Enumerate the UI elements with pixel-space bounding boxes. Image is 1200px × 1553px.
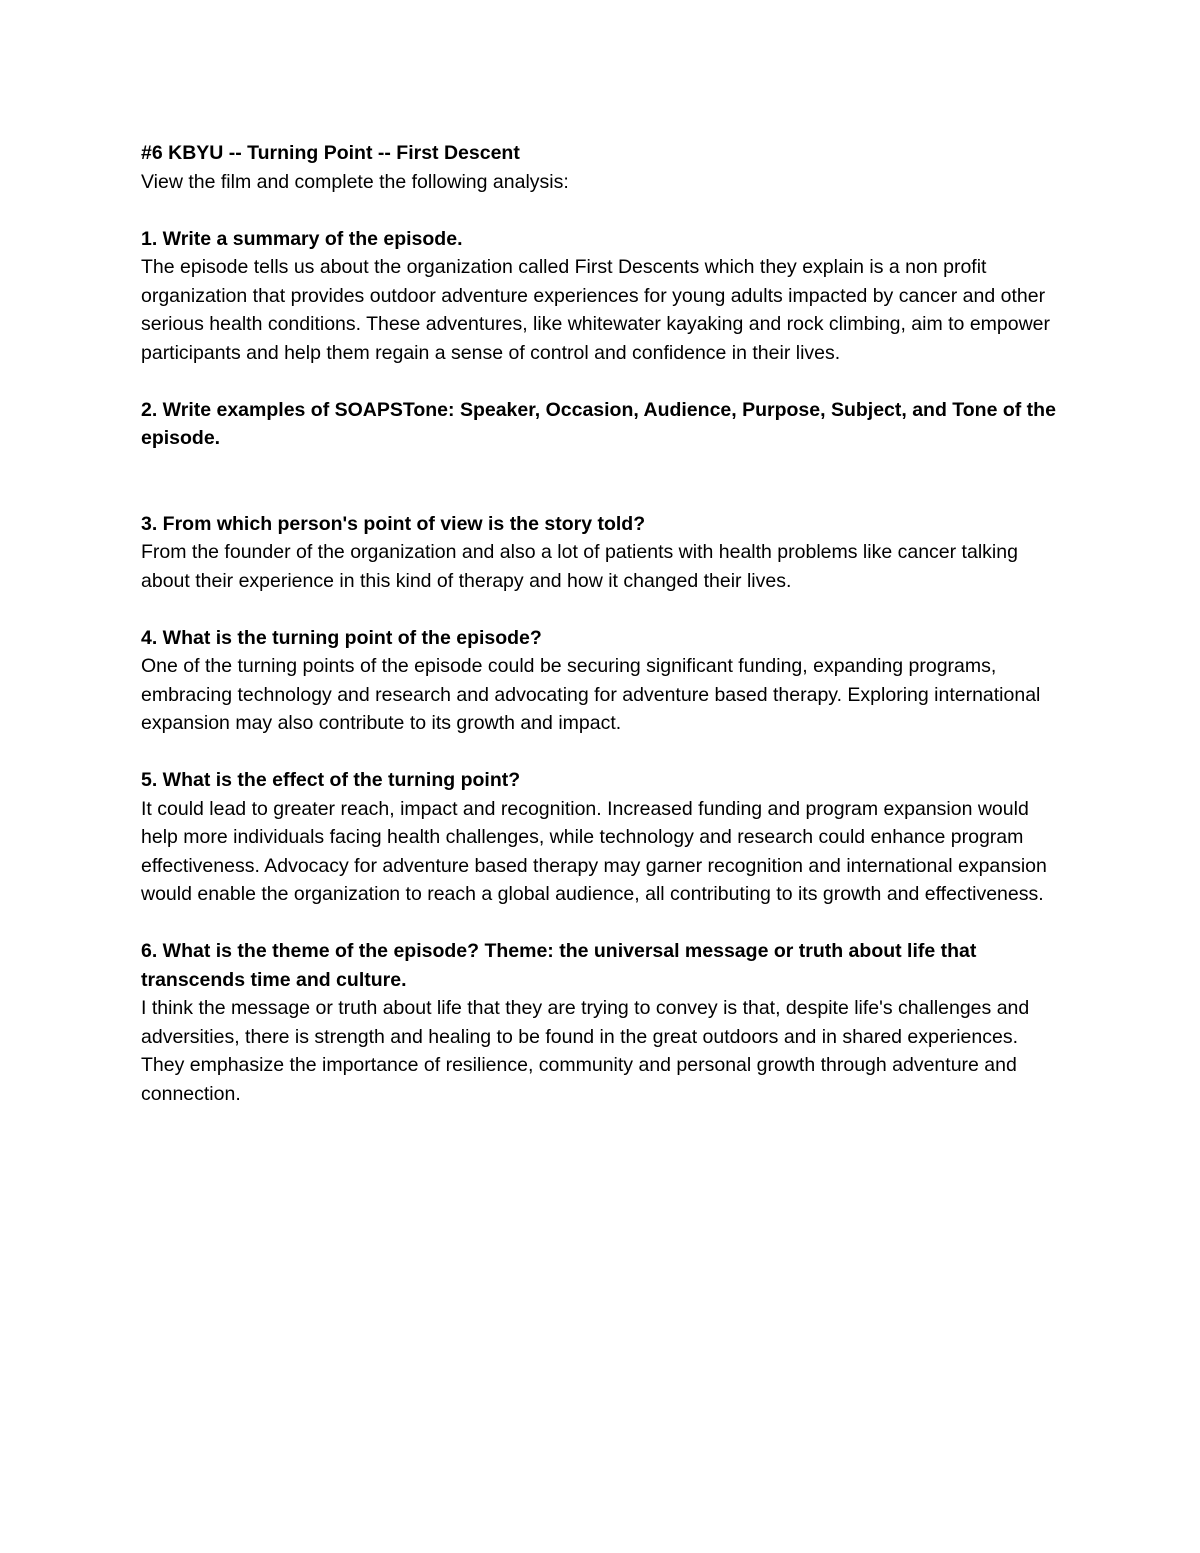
spacer — [141, 453, 1061, 510]
document-title: #6 KBYU -- Turning Point -- First Descent — [141, 142, 520, 164]
answer-3: From the founder of the organization and also a lot of patients with health problems like cancer talking about their experience in this kind of therapy and how it changed their lives. — [141, 541, 1018, 592]
question-block-1 — [141, 225, 1061, 368]
question-block-2 — [141, 396, 1061, 453]
spacer — [141, 595, 1061, 624]
question-block-4 — [141, 624, 1061, 738]
answer-4: One of the turning points of the episode could be securing significant funding, expanding programs, embracing technology and research and advocating for adventure based therapy. Exploring international expansion may also contribute to its growth and impact. — [141, 655, 1041, 734]
spacer — [141, 738, 1061, 767]
document-page — [141, 139, 1061, 1108]
instruction-text: View the film and complete the following analysis: — [141, 170, 569, 193]
spacer — [141, 909, 1061, 938]
question-block-6 — [141, 937, 1061, 1108]
question-block-5 — [141, 766, 1061, 909]
answer-5: It could lead to greater reach, impact and recognition. Increased funding and program expansion would help more individuals facing health challenges, while technology and research could enhance program effectiveness. Advocacy for adventure based therapy may garner recognition and international expansion would enable the organization to reach a global audience, all contributing to its growth and effectiveness. — [141, 797, 1047, 905]
question-block-3 — [141, 510, 1061, 596]
answer-6: I think the message or truth about life that they are trying to convey is that, despite life's challenges and adversities, there is strength and healing to be found in the great outdoors and in shared experiences. They emphasize the importance of resilience, community and personal growth through adventure and connection. — [141, 997, 1030, 1105]
question-3: 3. From which person's point of view is the story told? — [141, 512, 646, 535]
spacer — [141, 367, 1061, 396]
answer-1: The episode tells us about the organization called First Descents which they explain is a non profit organization that provides outdoor adventure experiences for young adults impacted by cancer and other serious health conditions. These adventures, like whitewater kayaking and rock climbing, aim to empower participants and help them regain a sense of control and confidence in their lives. — [141, 256, 1051, 364]
spacer — [141, 196, 1061, 225]
question-4: 4. What is the turning point of the episode? — [141, 626, 542, 649]
question-1: 1. Write a summary of the episode. — [141, 227, 463, 250]
question-5: 5. What is the effect of the turning point? — [141, 769, 521, 791]
question-6: 6. What is the theme of the episode? Theme: the universal message or truth about life that transcends time and culture. — [141, 940, 977, 991]
question-2: 2. Write examples of SOAPSTone: Speaker, Occasion, Audience, Purpose, Subject, and Tone of the episode. — [141, 398, 1056, 449]
